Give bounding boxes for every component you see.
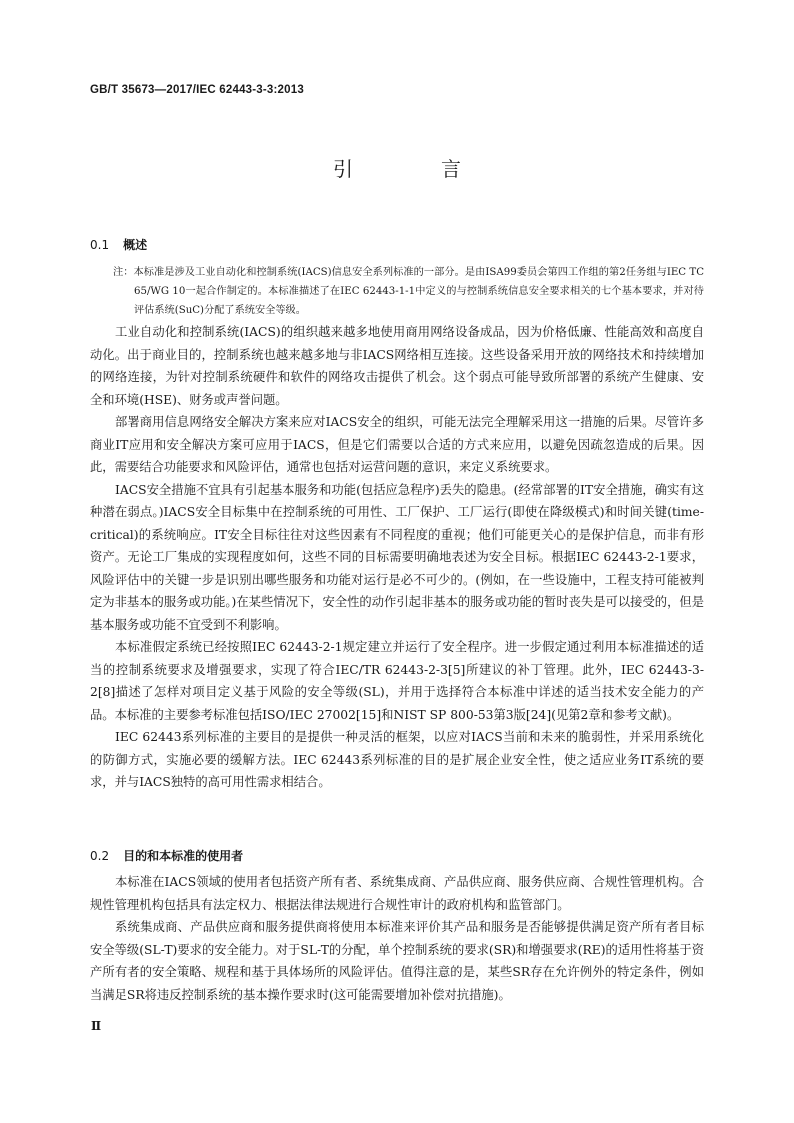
paragraph: 系统集成商、产品供应商和服务提供商将使用本标准来评价其产品和服务是否能够提供满足资产所有者目标安全等级(SL-T)要求的安全能力。对于SL-T的分配，单个控制系统的要求(SR)和增强要求(RE)的适用性将基于资产所有者的安全策略、规程和基于具体场所的风险评估。值得注意的是，某些SR存在允许例外的特定条件，例如当满足SR将违反控制系统的基本操作要求时(这可能需要增加补偿对抗措施)。 — [90, 920, 704, 1002]
paragraph: IACS安全措施不宜具有引起基本服务和功能(包括应急程序)丢失的隐患。(经常部署的IT安全措施，确实有这种潜在弱点。)IACS安全目标集中在控制系统的可用性、工厂保护、工厂运行(即使在降级模式)和时间关键(time-critical)的系统响应。IT安全目标往往对这些因素有不同程度的重视；他们可能更关心的是保护信息，而非有形资产。无论工厂集成的实现程度如何，这些不同的目标需要明确地表述为安全目标。根据IEC 62443-2-1要求，风险评估中的关键一步是识别出哪些服务和功能对运行是必不可少的。(例如，在一些设施中，工程支持可能被判定为非基本的服务或功能。)在某些情况下，安全性的动作引起非基本的服务或功能的暂时丧失是可以接受的，但是基本服务或功能不宜受到不利影响。 — [90, 482, 704, 632]
page-title: 引 言 — [333, 157, 495, 181]
section-number: 0.2 — [90, 849, 110, 863]
section-0-2-body — [90, 871, 704, 1006]
section-heading-0-1 — [90, 236, 147, 253]
paragraph: 本标准假定系统已经按照IEC 62443-2-1规定建立并运行了安全程序。进一步假定通过利用本标准描述的适当的控制系统要求及增强要求，实现了符合IEC/TR 62443-2-3[5]所建议的补丁管理。此外，IEC 62443-3-2[8]描述了怎样对项目定义基于风险的安全等级(SL)，并用于选择符合本标准中详述的适当技术安全能力的产品。本标准的主要参考标准包括ISO/IEC 27002[15]和NIST SP 800-53第3版[24](见第2章和参考文献)。 — [90, 640, 704, 722]
section-title: 目的和本标准的使用者 — [123, 849, 244, 863]
section-heading-0-2 — [90, 847, 243, 864]
section-title: 概述 — [123, 238, 148, 252]
paragraph: 工业自动化和控制系统(IACS)的组织越来越多地使用商用网络设备成品，因为价格低廉、性能高效和高度自动化。出于商业目的，控制系统也越来越多地与非IACS网络相互连接。这些设备采用开放的网络技术和持续增加的网络连接，为针对控制系统硬件和软件的网络攻击提供了机会。这个弱点可能导致所部署的系统产生健康、安全和环境(HSE)、财务或声誉问题。 — [90, 325, 704, 407]
page-number: Ⅱ — [91, 1019, 102, 1033]
section-0-1-body — [90, 321, 704, 794]
paragraph: 部署商用信息网络安全解决方案来应对IACS安全的组织，可能无法完全理解采用这一措施的后果。尽管许多商业IT应用和安全解决方案可应用于IACS，但是它们需要以合适的方式来应用，以避免因疏忽造成的后果。因此，需要结合功能要求和风险评估，通常也包括对运营问题的意识，来定义系统要求。 — [90, 415, 704, 474]
standard-code: GB/T 35673—2017/IEC 62443-3-3:2013 — [90, 84, 304, 96]
paragraph: 本标准在IACS领域的使用者包括资产所有者、系统集成商、产品供应商、服务供应商、合规性管理机构。合规性管理机构包括具有法定权力、根据法律法规进行合规性审计的政府机构和监管部门。 — [90, 875, 704, 912]
paragraph: IEC 62443系列标准的主要目的是提供一种灵活的框架，以应对IACS当前和未来的脆弱性，并采用系统化的防御方式，实施必要的缓解方法。IEC 62443系列标准的目的是扩展企业安全性，使之适应业务IT系统的要求，并与IACS独特的高可用性需求相结合。 — [90, 730, 704, 789]
note — [113, 263, 704, 320]
section-number: 0.1 — [90, 238, 110, 252]
note-text: 注：本标准是涉及工业自动化和控制系统(IACS)信息安全系列标准的一部分。是由ISA99委员会第四工作组的第2任务组与IEC TC 65/WG 10一起合作制定的。本标准描述了在IEC 62443-1-1中定义的与控制系统信息安全要求相关的七个基本要求，并对待评估系统(SuC)分配了系统安全等级。 — [113, 267, 704, 316]
